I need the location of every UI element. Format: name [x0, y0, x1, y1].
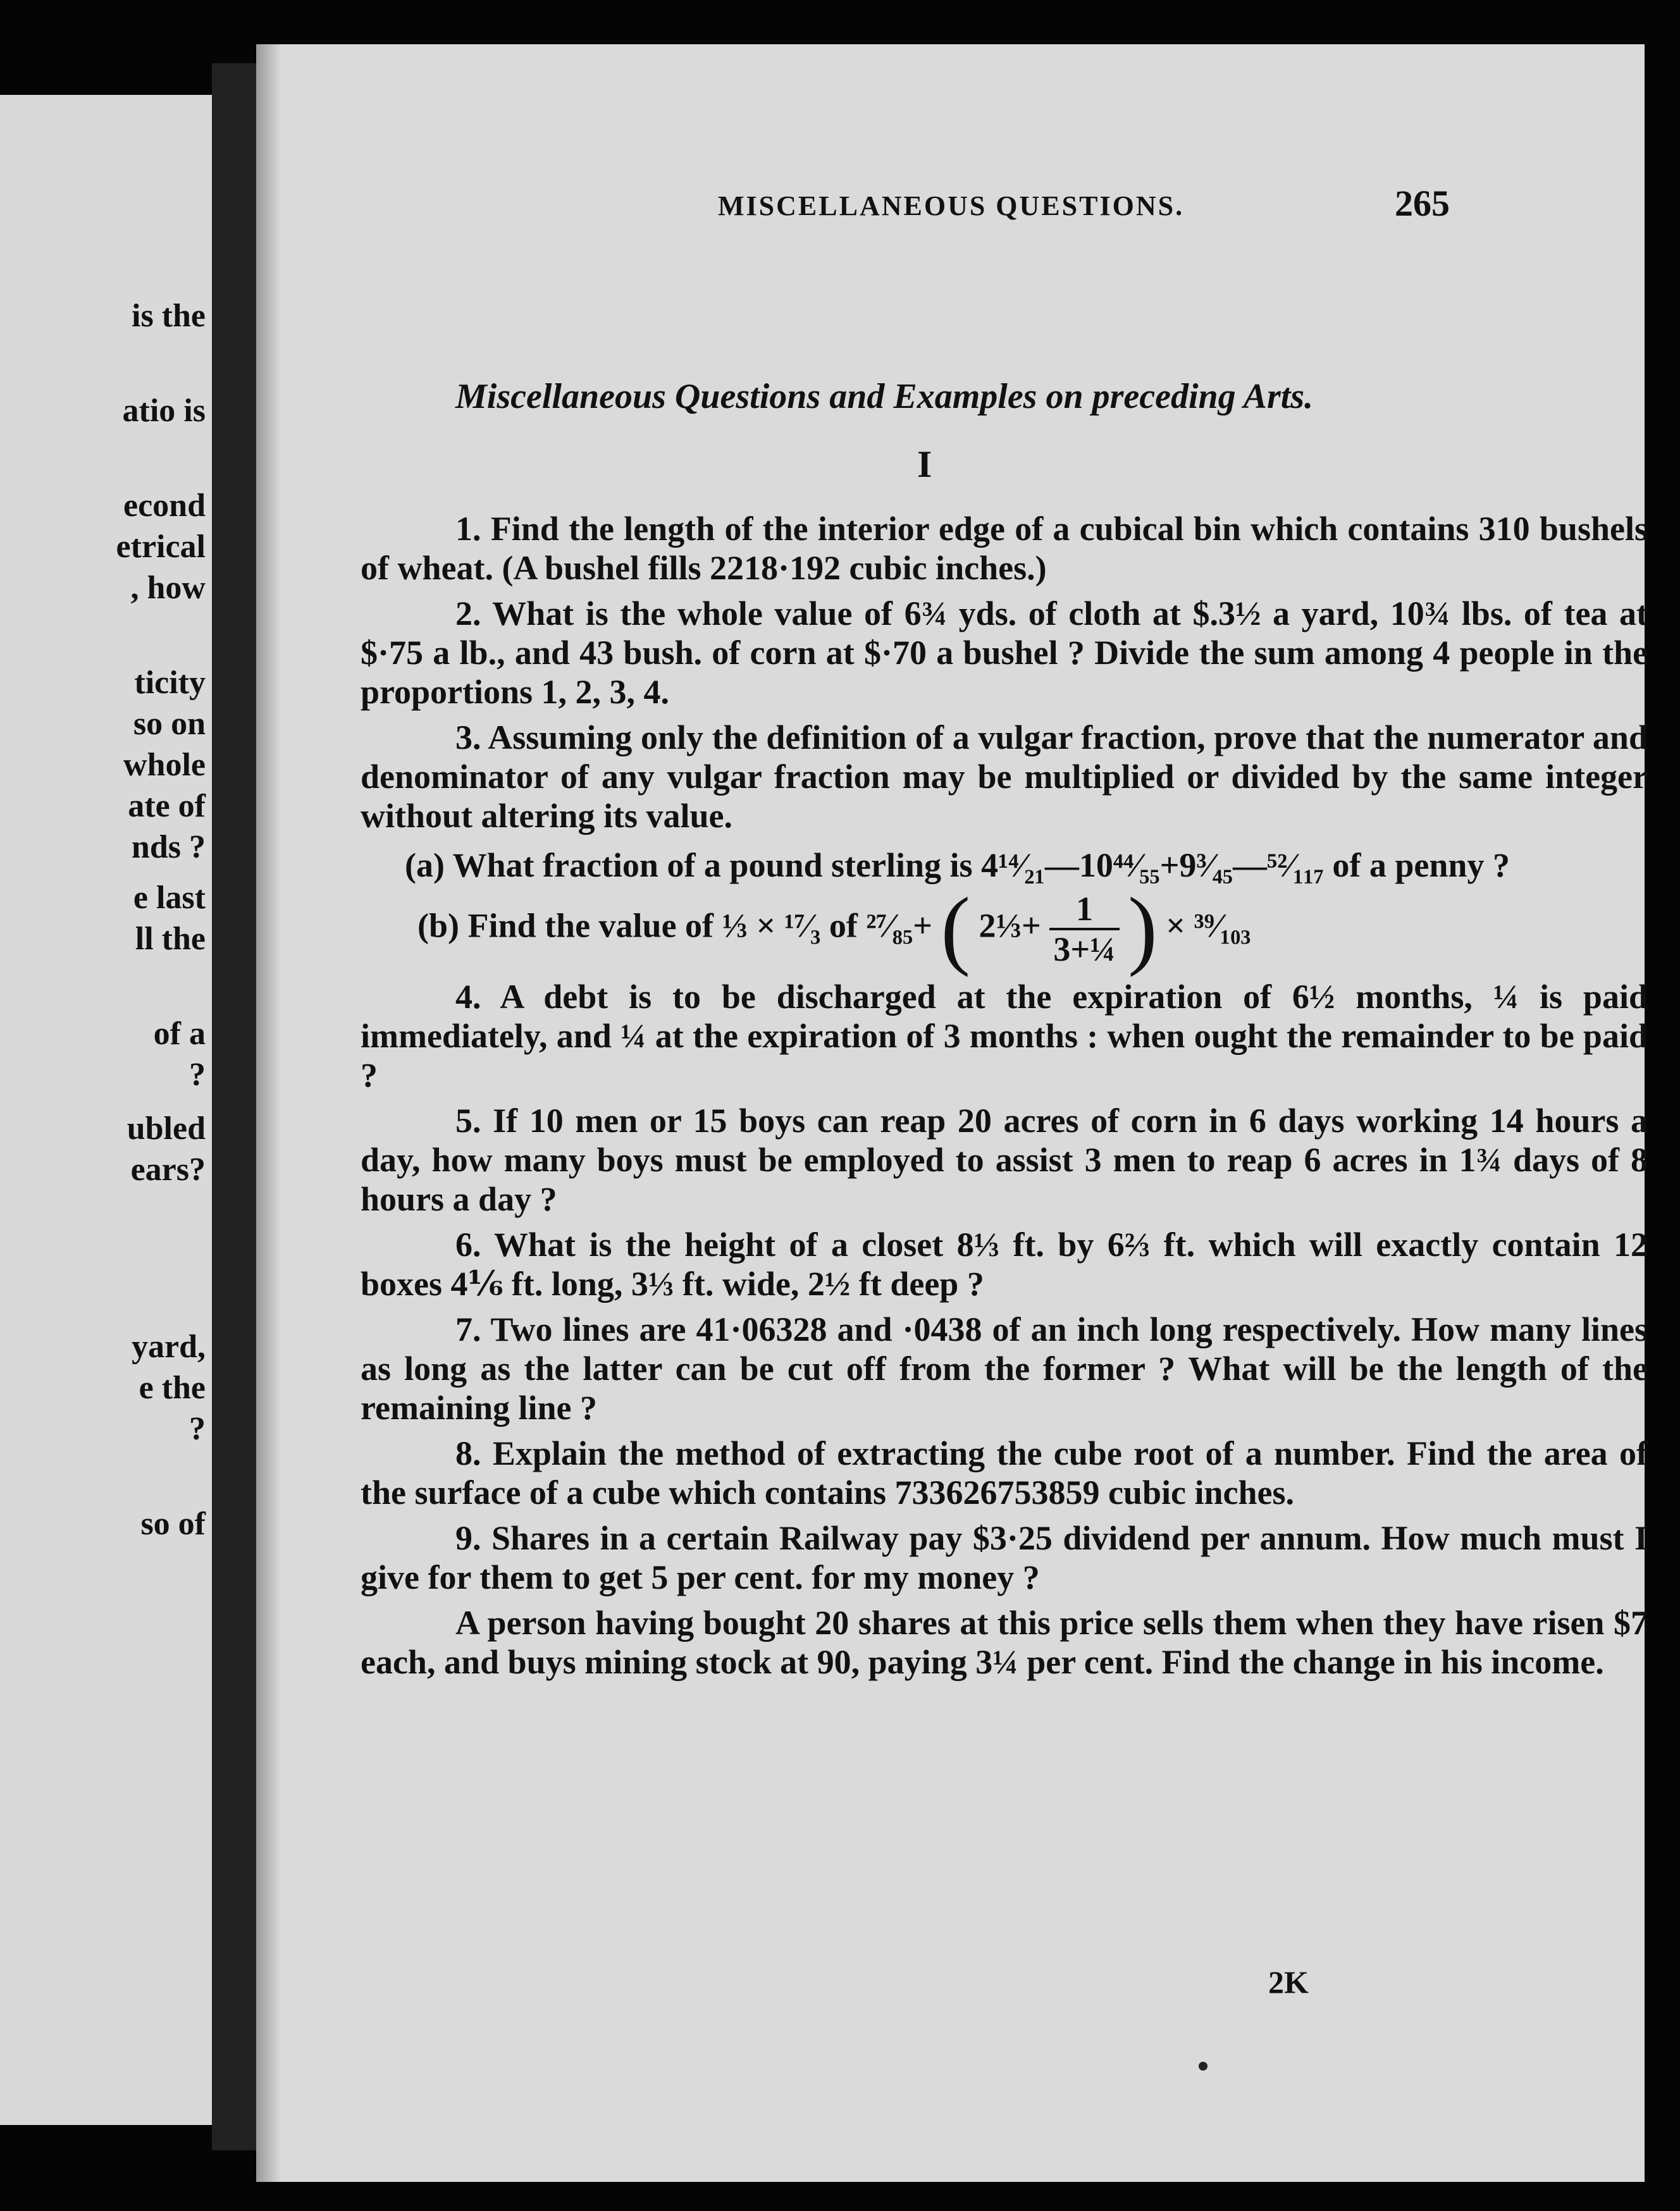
book-page	[256, 44, 1648, 2182]
left-fragment: atio is	[122, 393, 206, 429]
left-fragment: etrical	[116, 529, 206, 565]
questions-body	[361, 509, 1648, 1688]
left-fragment: ?	[189, 1411, 206, 1447]
left-fragment: yard,	[132, 1329, 206, 1365]
book-gutter	[212, 63, 256, 2150]
question-9-continued: A person having bought 20 shares at this price sells them when they have risen $7 each, and buys mining stock at 90, paying 3¼ per cent. Find the change in his income.	[361, 1604, 1648, 1681]
left-fragment: e the	[139, 1370, 206, 1406]
left-fragment: ticity	[134, 665, 206, 701]
left-fragment: e last	[133, 880, 206, 916]
question-9: 9. Shares in a certain Railway pay $3·25 dividend per annum. How much must I give for them to get 5 per cent. for my money ?	[361, 1519, 1648, 1596]
formula-suffix: × ³⁹⁄₁₀₃	[1166, 906, 1251, 945]
question-6: 6. What is the height of a closet 8⅓ ft. by 6⅔ ft. which will exactly contain 12 boxes 4⅙ ft. long, 3⅓ ft. wide, 2½ ft deep ?	[361, 1226, 1648, 1303]
question-3b	[361, 880, 1648, 978]
left-page-edge	[0, 95, 212, 2125]
question-3: 3. Assuming only the definition of a vulgar fraction, prove that the numerator and denominator of any vulgar fraction may be multiplied or divided by the same integer without altering its value.	[361, 718, 1648, 835]
left-fragment: ?	[189, 1057, 206, 1093]
question-3a: (a) What fraction of a pound sterling is 4¹⁴⁄₂₁—10⁴⁴⁄₅₅+9³⁄₄₅—⁵²⁄₁₁₇ of a penny ?	[405, 846, 1510, 884]
page-shadow	[256, 44, 281, 2182]
right-paren: )	[1128, 880, 1158, 978]
running-head: MISCELLANEOUS QUESTIONS.	[718, 190, 1185, 221]
page-number: 265	[1395, 183, 1450, 224]
left-fragment: ll the	[135, 921, 206, 957]
fraction-numerator: 1	[1049, 890, 1119, 930]
question-5: 5. If 10 men or 15 boys can reap 20 acres of corn in 6 days working 14 hours a day, how many boys must be employed to assist 3 men to reap 6 acres in 1¾ days of 8 hours a day ?	[361, 1102, 1648, 1218]
question-1: 1. Find the length of the interior edge of a cubical bin which contains 310 bushels of wheat. (A bushel fills 2218·192 cubic inches.)	[361, 510, 1648, 587]
left-paren: (	[941, 880, 971, 978]
section-title: Miscellaneous Questions and Examples on preceding Arts.	[455, 377, 1314, 416]
left-fragment: ate of	[128, 788, 206, 824]
left-fragment: is the	[132, 298, 206, 334]
complex-fraction	[1049, 890, 1119, 968]
question-4: 4. A debt is to be discharged at the expiration of 6½ months, ¼ is paid immediately, and ¼ at the expiration of 3 months : when ought the remainder to be paid ?	[361, 978, 1648, 1094]
left-fragment: ears?	[130, 1152, 206, 1188]
question-2: 2. What is the whole value of 6¾ yds. of cloth at $.3½ a yard, 10¾ lbs. of tea at $·75 a lb., and 43 bush. of corn at $·70 a bushel ? Divide the sum among 4 people in the proportions 1, 2, 3, 4.	[361, 594, 1648, 711]
left-fragment: nds ?	[131, 829, 206, 865]
left-fragment: econd	[123, 488, 206, 524]
left-fragment: , how	[130, 570, 206, 606]
left-fragment: ubled	[127, 1111, 206, 1147]
ink-speck	[1199, 2062, 1208, 2071]
signature-mark: 2K	[1268, 1964, 1309, 2000]
section-numeral: I	[917, 443, 932, 485]
formula-prefix: (b) Find the value of ⅓ × ¹⁷⁄₃ of ²⁷⁄₈₅+	[417, 906, 932, 945]
left-fragment: whole	[123, 747, 206, 783]
question-8: 8. Explain the method of extracting the cube root of a number. Find the area of the surface of a cube which contains 733626753859 cubic inches.	[361, 1434, 1648, 1512]
formula-mixed: 2⅓+	[979, 906, 1041, 945]
left-fragment: so on	[133, 706, 206, 742]
left-fragment: of a	[153, 1016, 206, 1052]
left-fragment: so of	[140, 1506, 206, 1542]
question-7: 7. Two lines are 41·06328 and ·0438 of an inch long respectively. How many lines as long as the latter can be cut off from the former ? What will be the length of the remaining line ?	[361, 1310, 1648, 1427]
fraction-denominator: 3+¼	[1053, 930, 1116, 968]
